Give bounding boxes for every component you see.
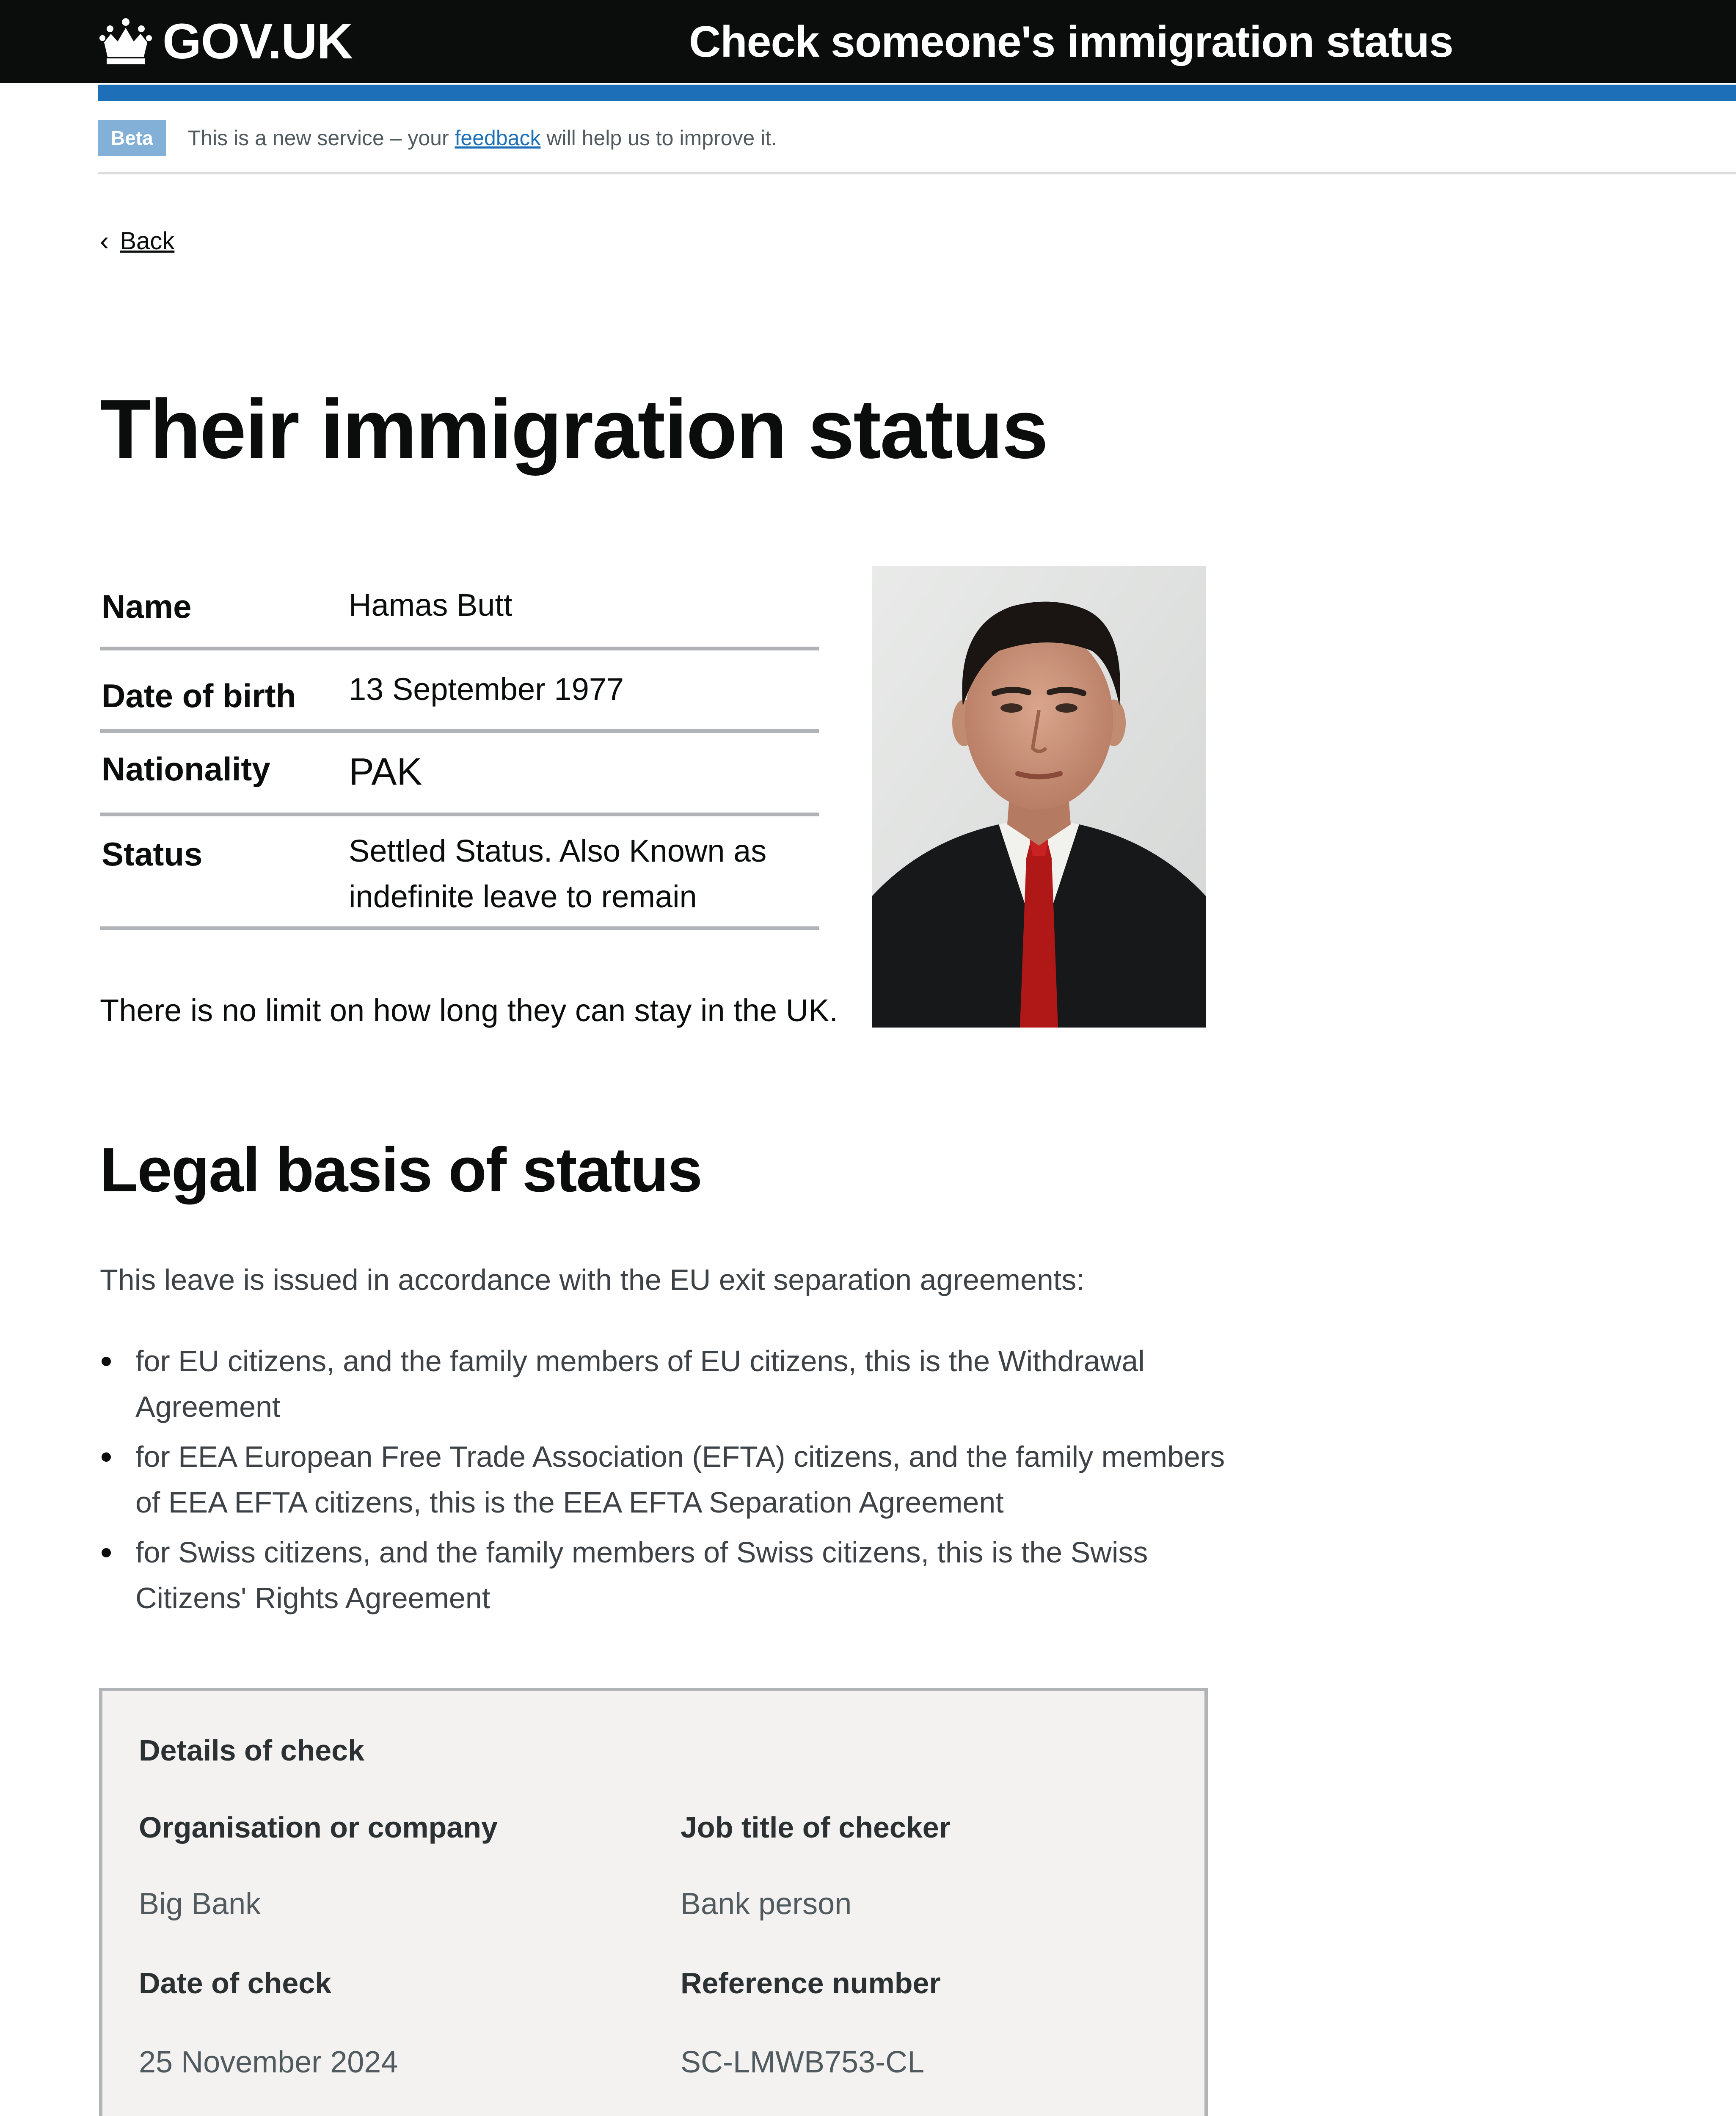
date-of-check-label: Date of check [139, 1967, 332, 2000]
legal-basis-intro: This leave is issued in accordance with the EU exit separation agreements: [100, 1263, 1085, 1296]
service-name[interactable]: Check someone's immigration status [689, 17, 1453, 66]
chevron-left-icon: ‹ [100, 226, 109, 256]
phase-banner-text [188, 126, 777, 150]
details-of-check-panel [99, 1688, 1208, 2116]
page-title: Their immigration status [100, 382, 1047, 476]
beta-tag: Beta [98, 120, 166, 156]
summary-value-status: Settled Status. Also Known as indefinite leave to remain [349, 833, 767, 914]
date-of-check-value: 25 November 2024 [139, 2045, 398, 2079]
person-photo [872, 566, 1206, 1028]
summary-row-date-of-birth [100, 650, 819, 733]
portrait-image [872, 566, 1206, 1028]
summary-key: Status [102, 835, 203, 873]
reference-number-label: Reference number [681, 1967, 941, 2000]
stay-limit-note: There is no limit on how long they can stay in the UK. [100, 993, 838, 1028]
legal-basis-heading: Legal basis of status [100, 1135, 702, 1205]
phase-banner-text-before: This is a new service – your [187, 126, 455, 150]
list-item: for Swiss citizens, and the family members of Swiss citizens, this is the Swiss Citizens' Rights Agreement [100, 1529, 1243, 1621]
summary-list [100, 562, 819, 930]
summary-key: Name [102, 588, 192, 625]
feedback-link[interactable]: feedback [455, 126, 541, 150]
summary-key: Date of birth [102, 677, 296, 714]
organisation-label: Organisation or company [139, 1811, 498, 1844]
summary-value-nationality: PAK [349, 751, 422, 793]
header-accent-bar [98, 85, 1736, 101]
phase-banner-divider [98, 172, 1736, 174]
summary-row-name [100, 562, 819, 650]
legal-basis-list [100, 1338, 1243, 1625]
phase-banner-text-after: will help us to improve it. [540, 126, 777, 150]
summary-value-name: Hamas Butt [349, 587, 513, 623]
reference-number-value: SC-LMWB753-CL [681, 2045, 925, 2079]
logo-text: GOV.UK [163, 14, 353, 69]
crown-icon [98, 16, 153, 67]
back-link-label: Back [120, 227, 175, 255]
summary-value-date-of-birth: 13 September 1977 [349, 672, 624, 707]
back-link[interactable] [100, 225, 174, 256]
list-item: for EU citizens, and the family members of EU citizens, this is the Withdrawal Agreement [100, 1338, 1243, 1430]
summary-key: Nationality [102, 750, 270, 788]
govuk-header [0, 0, 1736, 83]
govuk-logo[interactable] [98, 12, 353, 71]
list-item: for EEA European Free Trade Association (EFTA) citizens, and the family members of EEA EFTA citizens, this is the EEA EFTA Separation Agreement [100, 1434, 1243, 1525]
summary-row-nationality [100, 733, 819, 816]
summary-row-status [100, 816, 819, 930]
job-title-label: Job title of checker [681, 1811, 951, 1844]
details-title: Details of check [139, 1734, 364, 1767]
organisation-value: Big Bank [139, 1887, 261, 1921]
job-title-value: Bank person [681, 1887, 852, 1921]
phase-banner [98, 117, 777, 159]
